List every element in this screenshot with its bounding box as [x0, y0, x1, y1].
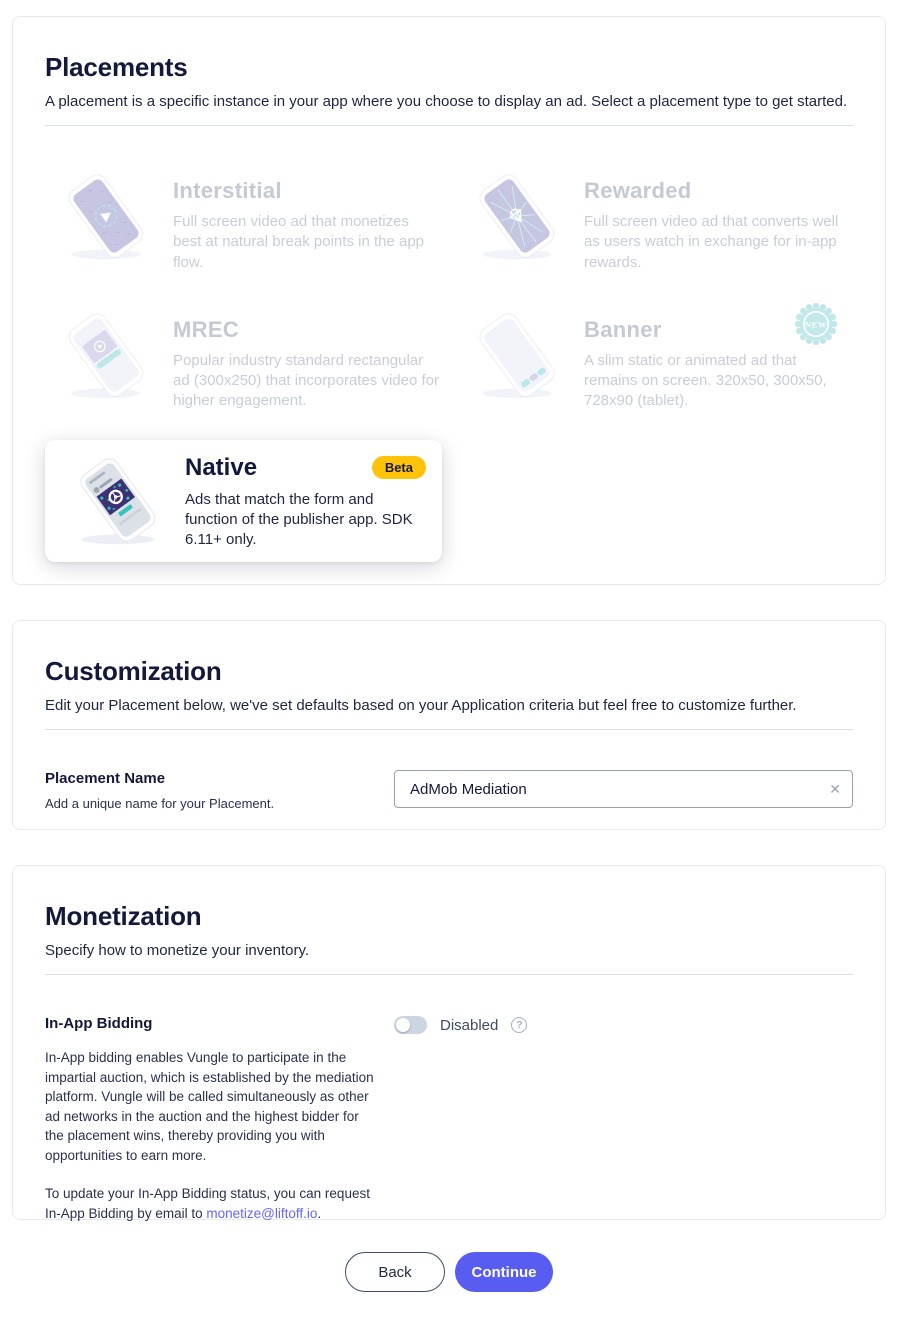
new-ribbon-badge [795, 303, 837, 345]
placement-option-title: Native [185, 453, 258, 481]
placement-option-text [185, 450, 426, 551]
placement-option-description: Popular industry standard rectangular ad (300x250) that incorporates video for higher engagement. [173, 351, 439, 410]
mrec-phone-icon [47, 307, 165, 403]
banner-phone-icon [458, 307, 576, 403]
placement-name-sublabel: Add a unique name for your Placement. [45, 796, 275, 811]
placement-option-rewarded[interactable] [456, 162, 853, 279]
continue-button[interactable]: Continue [455, 1252, 553, 1292]
customization-section [12, 620, 886, 830]
toggle-knob [396, 1018, 410, 1032]
placement-name-label-block [45, 770, 394, 811]
placements-section [12, 16, 886, 585]
in-app-bidding-label: In-App Bidding [45, 1015, 153, 1032]
placement-type-grid [45, 162, 853, 562]
placement-name-row [45, 770, 853, 811]
placement-option-text [173, 307, 440, 412]
rewarded-phone-icon [458, 168, 576, 264]
placement-option-interstitial[interactable] [45, 162, 442, 279]
placement-name-label: Placement Name [45, 770, 166, 787]
placement-option-title: Interstitial [173, 178, 282, 203]
placement-option-description: A slim static or animated ad that remains on screen. 320x50, 300x50, 728x90 (tablet). [584, 351, 827, 410]
divider [45, 125, 853, 126]
wizard-footer [0, 1252, 898, 1292]
placement-option-title: Rewarded [584, 178, 692, 203]
monetize-email-link[interactable]: monetize@liftoff.io [206, 1205, 318, 1221]
placements-title: Placements [45, 52, 188, 82]
placement-option-title: Banner [584, 316, 662, 342]
placement-option-text [173, 168, 440, 273]
in-app-bidding-row [45, 1015, 853, 1224]
placement-option-mrec[interactable] [45, 301, 442, 418]
in-app-bidding-label-block [45, 1015, 394, 1224]
clear-input-icon[interactable]: ✕ [829, 781, 841, 797]
in-app-bidding-toggle-row [394, 1015, 853, 1034]
placement-option-description: Full screen video ad that converts well as users watch in exchange for in-app rewards. [584, 213, 839, 271]
divider [45, 974, 853, 975]
placement-option-description: Full screen video ad that monetizes best at natural break points in the app flow. [173, 213, 425, 271]
help-icon[interactable]: ? [511, 1017, 527, 1033]
customization-description: Edit your Placement below, we've set defaults based on your Application criteria but feel free to customize further. [45, 697, 797, 714]
native-phone-icon [59, 452, 177, 548]
paragraph-2-suffix: . [317, 1205, 322, 1221]
in-app-bidding-paragraph-2 [45, 1184, 379, 1223]
paragraph-2-prefix: To update your In-App Bidding status, you can request In-App Bidding by email to [45, 1186, 370, 1221]
monetization-title: Monetization [45, 901, 202, 931]
placement-option-banner[interactable] [456, 301, 853, 418]
interstitial-phone-icon [47, 168, 165, 264]
placement-option-native[interactable] [45, 440, 442, 563]
divider [45, 729, 853, 730]
placements-description: A placement is a specific instance in your app where you choose to display an ad. Select a placement type to get started. [45, 93, 848, 110]
placement-option-text [584, 168, 851, 273]
monetization-section [12, 865, 886, 1220]
toggle-state-text: Disabled [440, 1016, 499, 1034]
svg-text:NEW: NEW [804, 319, 828, 330]
customization-title: Customization [45, 656, 222, 686]
placement-option-description: Ads that match the form and function of the publisher app. SDK 6.11+ only. [185, 490, 413, 548]
back-button[interactable]: Back [345, 1252, 445, 1292]
beta-badge: Beta [372, 456, 426, 479]
placement-name-input-wrap [394, 770, 853, 808]
in-app-bidding-toggle[interactable] [394, 1016, 427, 1034]
placement-name-input[interactable] [394, 770, 853, 808]
in-app-bidding-paragraph-1: In-App bidding enables Vungle to participate in the impartial auction, which is established by the mediation platform. Vungle will be called simultaneously as other ad networks in the auction and the highest bidder for the placement wins, thereby providing you with opportunities to earn more. [45, 1050, 374, 1163]
monetization-description: Specify how to monetize your inventory. [45, 942, 310, 959]
placement-option-title: MREC [173, 316, 239, 342]
